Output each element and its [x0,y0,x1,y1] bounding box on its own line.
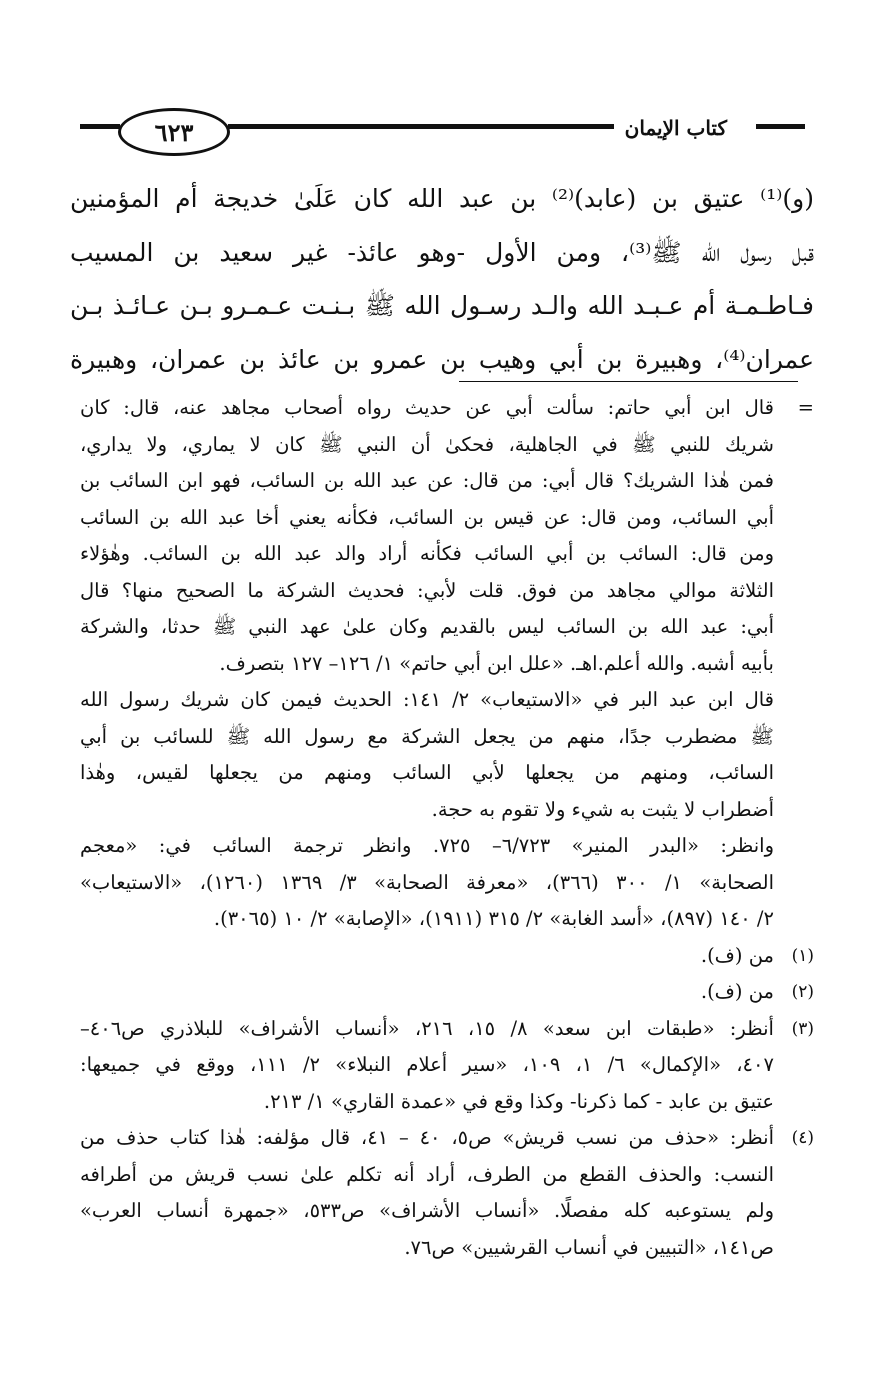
footnote-separator [459,381,798,382]
main-text-line: (و)⁽¹⁾ عتيق بن (عابد)⁽²⁾ بن عبد الله كان عَلَىٰ خديجة أم المؤمنين [70,184,814,213]
header-rule-right-long [228,124,614,129]
footnote-number: (٣) [791,1018,814,1039]
footnote-1 [80,938,814,975]
footnote-line: أنظر: «حذف من نسب قريش» ص٥، ٤٠ – ٤١، قال مؤلفه: هٰذا كتاب حذف من [80,1126,774,1149]
footnote-refs [80,828,814,938]
footnote-line: النسب: والحذف القطع من الطرف، أراد أنه تكلم علىٰ نسب قريش من أطرافه [80,1162,774,1186]
footnote-line: قال ابن أبي حاتم: سألت أبي عن حديث رواه أصحاب مجاهد عنه، قال: كان [80,396,774,419]
main-text-line: عمران⁽⁴⁾، وهبيرة بن أبي وهيب بن عمرو بن عائذ بن عمران، وهبيرة [70,344,814,374]
main-text [70,172,814,386]
footnote-istiab [80,682,814,828]
footnote-line: فمن هٰذا الشريك؟ قال أبي: من قال: عن عبد الله بن السائب، فهو ابن السائب بن [80,469,774,492]
page-header [80,108,805,156]
footnote-line: من (ف). [700,943,774,967]
footnotes [80,390,814,1266]
main-text-line: قبل رسول الله ﷺ⁽³⁾، ومن الأول -وهو عائذ- غير سعيد بن المسيب [70,237,814,267]
footnote-line: ﷺ مضطرب جدًا، منهم من يجعل الشركة مع رسول الله ﷺ للسائب بن أبي [80,724,774,748]
footnote-line: ٢/ ١٤٠ (٨٩٧)، «أسد الغابة» ٢/ ٣١٥ (١٩١١)، «الإصابة» ٢/ ١٠ (٣٠٦٥). [213,907,774,930]
footnote-line: أبي: عبد الله بن السائب ليس بالقديم وكان علىٰ عهد النبي ﷺ حدثا، والشركة [80,615,774,638]
page-number: ٦٢٣ [154,117,194,147]
chapter-title: كتاب الإيمان [624,116,727,140]
footnote-line: السائب، ومنهم من يجعلها لأبي السائب ومنهم من يجعلها لقيس، وهٰذا [80,761,774,784]
footnote-line: من (ف). [700,980,774,1003]
footnote-line: شريك للنبي ﷺ في الجاهلية، فحكىٰ أن النبي ﷺ كان لا يماري، ولا يداري، [80,432,774,456]
main-text-line: فـاطـمـة أم عـبـد الله والـد رسـول الله ﷺ بـنـت عـمـرو بـن عـائـذ بـن [70,291,814,320]
footnote-2 [80,974,814,1011]
footnote-continuation [80,390,814,682]
footnote-line: قال ابن عبد البر في «الاستيعاب» ٢/ ١٤١: الحديث فيمن كان شريك رسول الله [80,688,774,711]
footnote-number: (٤) [791,1128,814,1148]
footnote-line: الثلاثة موالي مجاهد من فوق. قلت لأبي: فحديث الشركة ما الصحيح منها؟ قال [80,578,774,602]
footnote-line: بأبيه أشبه. والله أعلم.اهـ. «علل ابن أبي حاتم» ١/ ١٢٦– ١٢٧ بتصرف. [219,651,774,675]
footnote-line: أبي السائب، ومن قال: عن قيس بن السائب، فكأنه يعني أخا عبد الله بن السائب [80,505,774,529]
footnote-4 [80,1120,814,1266]
header-rule-left [80,124,120,129]
footnote-line: أنظر: «طبقات ابن سعد» ٨/ ١٥، ٢١٦، «أنساب الأشراف» للبلاذري ص٤٠٦– [80,1016,774,1040]
footnote-3 [80,1011,814,1121]
footnote-line: عتيق بن عابد - كما ذكرنا- وكذا وقع في «عمدة القاري» ١/ ٢١٣. [263,1089,774,1113]
footnote-line: الصحابة» ١/ ٣٠٠ (٣٦٦)، «معرفة الصحابة» ٣/ ١٣٦٩ (١٢٦٠)، «الاستيعاب» [80,870,774,894]
footnote-line: أضطراب لا يثبت به شيء ولا تقوم به حجة. [431,797,774,821]
footnote-line: وانظر: «البدر المنير» ٦/٧٢٣– ٧٢٥. وانظر ترجمة السائب في: «معجم [80,834,774,857]
footnote-line: ولم يستوعبه كله مفصلًا. «أنساب الأشراف» ص٥٣٣، «جمهرة أنساب العرب» [80,1199,774,1222]
continuation-marker: = [797,396,814,419]
footnote-line: ٤٠٧، «الإكمال» ٦/ ١، ١٠٩، «سير أعلام النبلاء» ٢/ ١١١، ووقع في جميعها: [80,1053,774,1076]
header-rule-right-short [756,124,805,129]
footnote-line: ص١٤١، «التبيين في أنساب القرشيين» ص٧٦. [404,1235,774,1259]
page-number-frame [118,108,230,156]
footnote-number: (٢) [791,982,814,1002]
footnote-line: ومن قال: السائب بن أبي السائب فكأنه أراد والد عبد الله بن السائب. وهٰؤلاء [80,542,774,565]
footnote-number: (١) [791,945,814,966]
